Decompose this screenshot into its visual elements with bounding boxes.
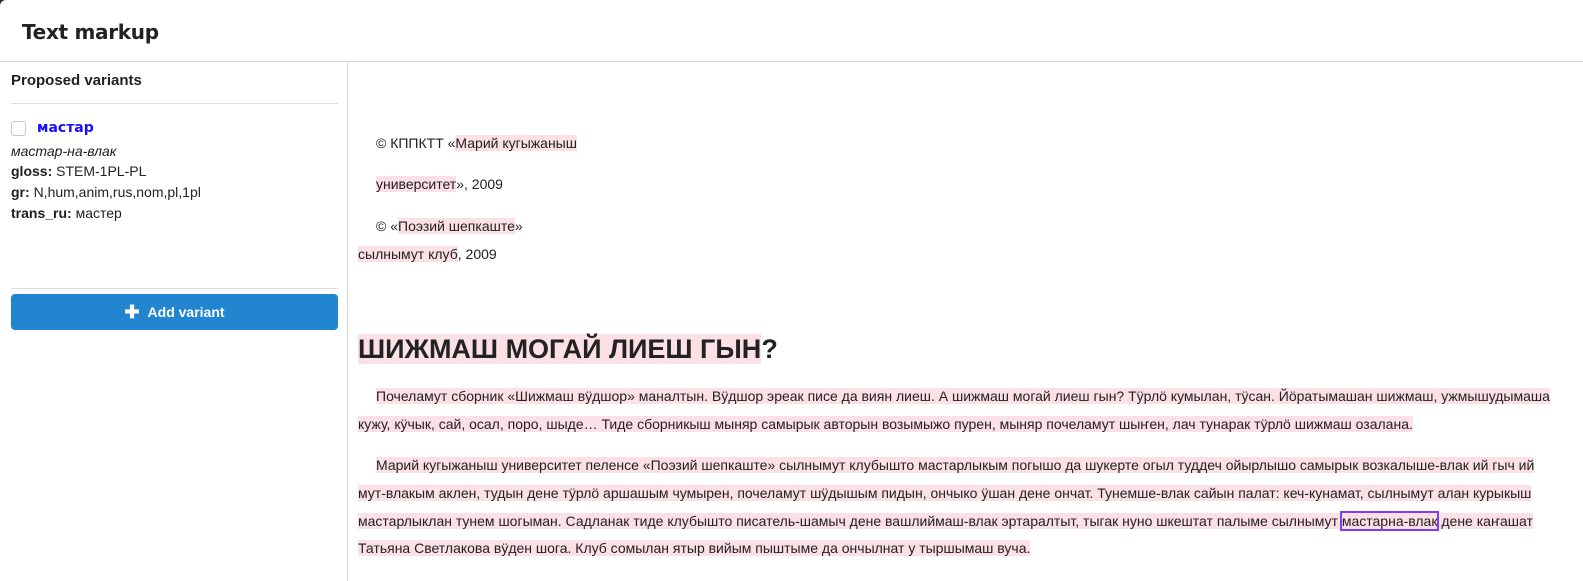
word-token[interactable]: кужу, кӱчык, сай, осал, поро, шыде… Тиде сборникыш мыняр самырык авторын возымыжо пурен, мыняр почеламут шыҥен, лач тунарак тӱрлӧ шижмаш озалана. bbox=[358, 416, 1413, 432]
text-token: © КППКТТ « bbox=[376, 135, 456, 151]
section-heading bbox=[358, 334, 778, 365]
paragraph-2-line-4 bbox=[358, 540, 1030, 556]
trans-key: trans_ru: bbox=[11, 205, 72, 221]
trans-value: мастер bbox=[75, 205, 122, 221]
text-content bbox=[349, 62, 1583, 581]
word-token[interactable]: Почеламут сборник «Шижмаш вӱдшор» маналтын. Вӱдшор эреак писе да виян лиеш. А шижмаш могай лиеш гын? Тӱрлӧ кумылан, тӱсан. Йӧратымашан шижмаш, ужмышудымаша bbox=[376, 388, 1550, 404]
copyright-line-2b bbox=[358, 246, 497, 262]
variant-lemma: мастар-на-влак bbox=[11, 143, 117, 159]
word-token[interactable]: университет bbox=[376, 176, 457, 192]
variant-header bbox=[11, 118, 338, 138]
add-variant-button[interactable] bbox=[11, 294, 338, 330]
title-bar bbox=[0, 0, 1583, 62]
word-token[interactable]: мастарлыклан тунем шогыман. Садланак тиде клубышто писатель-шамыч дене вашлиймаш-влак эртаралтыт, тыгак нуно шкештат палыме сылнымут bbox=[358, 513, 1342, 529]
copyright-line-2 bbox=[376, 218, 523, 234]
gr-value: N,hum,anim,rus,nom,pl,1pl bbox=[33, 184, 201, 200]
divider bbox=[11, 288, 338, 289]
word-token[interactable]: Татьяна Светлакова вӱден шога. Клуб сомылан ятыр вийым пыштыме да ончылнат у тыршымаш вуча. bbox=[358, 540, 1031, 556]
word-token[interactable]: Марий кугыжаныш bbox=[455, 135, 577, 151]
variant-word[interactable]: мастар bbox=[37, 120, 94, 136]
word-token[interactable]: мут-влакым аклен, тудын дене тӱрлӧ аршашым чумырен, почеламут шӱдышым пидын, ончыко ӱшан дене ончат. Тунемше-влак сайын палат: кеч-кунамат, сылнымут алан курыкыш bbox=[358, 485, 1532, 501]
variant-card bbox=[11, 118, 338, 224]
gloss-value: STEM-1PL-PL bbox=[56, 163, 147, 179]
divider bbox=[11, 103, 338, 104]
text-token: » bbox=[514, 218, 523, 234]
word-token[interactable]: Марий кугыжаныш университет пеленсе «Поэзий шепкаште» сылнымут клубышто мастарлыкым погышо да шукерте огыл туддеч ойырлышо самырык возкалыше-влак ий гыч ий bbox=[376, 457, 1535, 473]
word-token[interactable]: дене каҥашат bbox=[1437, 513, 1533, 529]
variant-gr bbox=[11, 182, 338, 203]
paragraph-2-line-1 bbox=[376, 457, 1534, 473]
paragraph-2-line-3 bbox=[358, 513, 1533, 529]
sidebar-heading: Proposed variants bbox=[11, 72, 142, 89]
word-token[interactable]: ШИЖМАШ МОГАЙ ЛИЕШ ГЫН bbox=[358, 334, 762, 364]
word-token[interactable]: сылнымут клуб bbox=[358, 246, 458, 262]
paragraph-1-line-1 bbox=[376, 388, 1550, 404]
variants-sidebar bbox=[0, 62, 348, 581]
paragraph-2-line-2 bbox=[358, 485, 1531, 501]
selected-word-token[interactable]: мастарна-влак bbox=[1341, 513, 1438, 529]
text-token: », 2009 bbox=[456, 176, 503, 192]
variant-checkbox[interactable] bbox=[11, 121, 26, 136]
add-variant-label: Add variant bbox=[147, 304, 225, 320]
gloss-key: gloss: bbox=[11, 163, 53, 179]
text-token: © « bbox=[376, 218, 398, 234]
copyright-line-1 bbox=[376, 135, 577, 151]
variant-gloss bbox=[11, 161, 338, 182]
variant-trans bbox=[11, 203, 338, 224]
copyright-line-1b bbox=[376, 176, 503, 192]
word-token[interactable]: Поэзий шепкаште bbox=[398, 218, 515, 234]
plus-icon: ✚ bbox=[124, 302, 140, 322]
text-token: , 2009 bbox=[457, 246, 497, 262]
window-title: Text markup bbox=[22, 20, 159, 44]
text-token: ? bbox=[761, 334, 778, 364]
paragraph-1-line-2 bbox=[358, 416, 1413, 432]
gr-key: gr: bbox=[11, 184, 30, 200]
